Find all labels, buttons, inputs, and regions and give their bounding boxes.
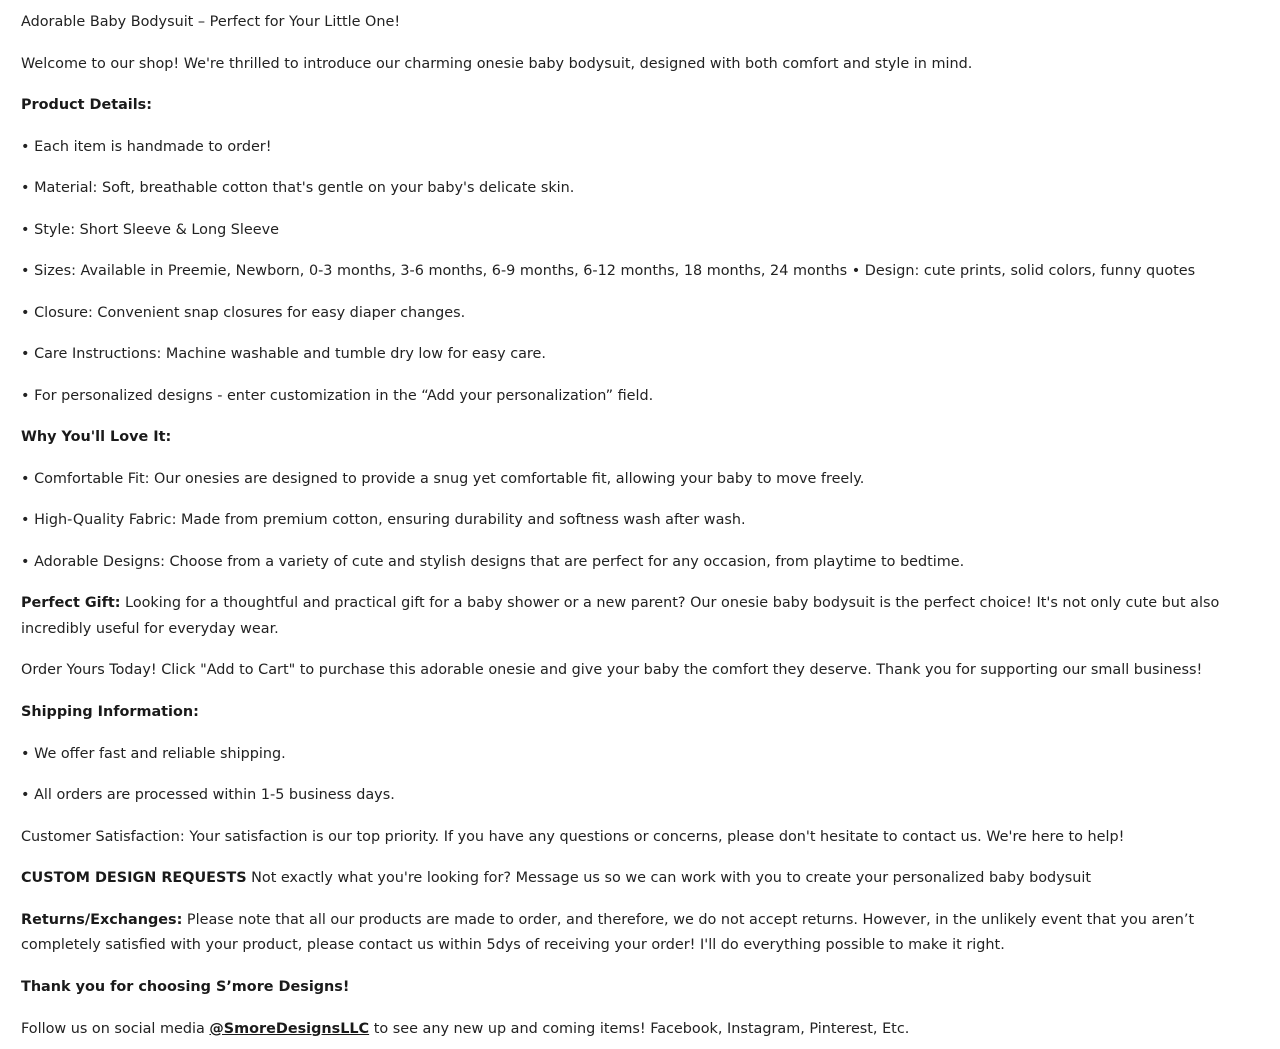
shipping-item: • We offer fast and reliable shipping.	[21, 745, 286, 762]
product-detail-item: • Care Instructions: Machine washable and tumble dry low for easy care.	[21, 346, 546, 362]
product-details-heading: Product Details:	[21, 97, 152, 113]
returns-text: Please note that all our products are made to order, and therefore, we do not accept returns. However, in the unlikely event that you aren’t completely satisfied with your product, please contact us within 5dys of receiving your order! I'll do everything possible to make it right.	[21, 911, 1195, 953]
perfect-gift-paragraph	[21, 591, 1273, 642]
perfect-gift-text: Looking for a thoughtful and practical gift for a baby shower or a new parent? Our onesie baby bodysuit is the perfect choice! It's not only cute but also incredibly useful for everyday wear.	[21, 595, 1220, 637]
why-love-item: • Adorable Designs: Choose from a variety of cute and stylish designs that are perfect for any occasion, from playtime to bedtime.	[21, 553, 965, 570]
why-love-heading: Why You'll Love It:	[21, 429, 172, 445]
why-love-item: • Comfortable Fit: Our onesies are designed to provide a snug yet comfortable fit, allowing your baby to move freely.	[21, 470, 865, 487]
listing-title: Adorable Baby Bodysuit – Perfect for Your Little One!	[21, 14, 401, 30]
product-detail-item: • For personalized designs - enter customization in the “Add your personalization” field.	[21, 387, 654, 404]
returns-paragraph	[21, 908, 1273, 959]
order-today-text: Order Yours Today! Click "Add to Cart" to purchase this adorable onesie and give your baby the comfort they deserve. Thank you for supporting our small business!	[21, 662, 1203, 678]
social-handle-link[interactable]: @SmoreDesignsLLC	[209, 1020, 370, 1037]
thank-you-text: Thank you for choosing S’more Designs!	[21, 978, 350, 995]
product-detail-item: • Each item is handmade to order!	[21, 138, 272, 155]
product-detail-item: • Style: Short Sleeve & Long Sleeve	[21, 221, 280, 238]
follow-paragraph	[21, 1017, 1273, 1043]
custom-design-paragraph	[21, 866, 1273, 892]
perfect-gift-label: Perfect Gift:	[21, 595, 121, 611]
product-detail-item: • Material: Soft, breathable cotton that's gentle on your baby's delicate skin.	[21, 180, 575, 196]
satisfaction-text: Customer Satisfaction: Your satisfaction is our top priority. If you have any questions or concerns, please don't hesitate to contact us. We're here to help!	[21, 828, 1125, 845]
returns-label: Returns/Exchanges:	[21, 911, 183, 928]
welcome-text: Welcome to our shop! We're thrilled to introduce our charming onesie baby bodysuit, designed with both comfort and style in mind.	[21, 55, 973, 72]
follow-text-after: to see any new up and coming items! Facebook, Instagram, Pinterest, Etc.	[369, 1020, 910, 1037]
custom-design-label: CUSTOM DESIGN REQUESTS	[21, 870, 247, 886]
listing-description	[21, 10, 1273, 1042]
product-detail-item: • Closure: Convenient snap closures for easy diaper changes.	[21, 304, 466, 321]
shipping-item: • All orders are processed within 1-5 business days.	[21, 787, 395, 803]
follow-text-before: Follow us on social media	[21, 1020, 210, 1037]
custom-design-text: Not exactly what you're looking for? Message us so we can work with you to create your personalized baby bodysuit	[246, 870, 1091, 886]
shipping-heading: Shipping Information:	[21, 704, 199, 720]
product-detail-item: • Sizes: Available in Preemie, Newborn, 0-3 months, 3-6 months, 6-9 months, 6-12 months, 18 months, 24 months • Design: cute prints, solid colors, funny quotes	[21, 263, 1196, 279]
why-love-item: • High-Quality Fabric: Made from premium cotton, ensuring durability and softness wash after wash.	[21, 512, 746, 528]
